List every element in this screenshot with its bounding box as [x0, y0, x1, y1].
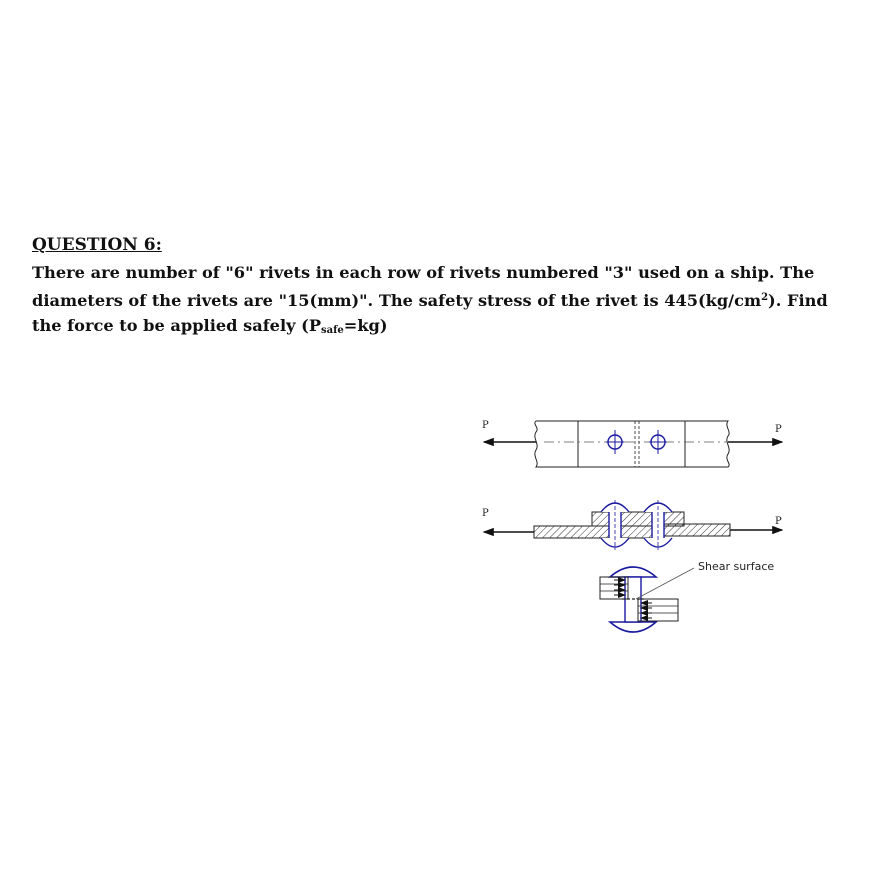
- top-rivet-2: [649, 430, 667, 454]
- top-plate-outline: [535, 421, 729, 467]
- rivet-joint-figure: [470, 412, 800, 642]
- load-label-mid-right: P: [775, 516, 782, 527]
- shear-detail: [600, 560, 774, 632]
- question-body: [32, 260, 862, 343]
- shear-arrows-right: [641, 603, 652, 618]
- top-view: [482, 420, 782, 467]
- question-body-part3: =kg): [343, 316, 388, 335]
- detail-rivet-head-top: [610, 567, 656, 577]
- detail-rivet-head-bottom: [610, 622, 656, 632]
- lower-plate: [534, 526, 652, 538]
- shear-arrows-left: [614, 580, 625, 595]
- question-body-part2: ). Find the force to be applied safely (P: [32, 291, 828, 335]
- shear-surface-label: Shear surface: [698, 560, 775, 573]
- top-rivet-1: [606, 430, 624, 454]
- load-label-mid-left: P: [482, 508, 489, 519]
- question-body-part1: There are number of "6" rivets in each row of rivets numbered "3" used on a ship. The diameters of the rivets are "15(mm)". The safety stress of the rivet is 445(kg/cm: [32, 263, 815, 310]
- question-block: [32, 234, 862, 343]
- p-safe-subscript: safe: [321, 325, 344, 336]
- question-title: QUESTION 6:: [32, 235, 162, 255]
- section-view: [482, 500, 782, 550]
- load-label-top-left: P: [482, 420, 489, 431]
- unit-superscript: 2: [761, 292, 769, 303]
- rivet-joint-diagram: [470, 412, 800, 642]
- load-label-top-right: P: [775, 424, 782, 435]
